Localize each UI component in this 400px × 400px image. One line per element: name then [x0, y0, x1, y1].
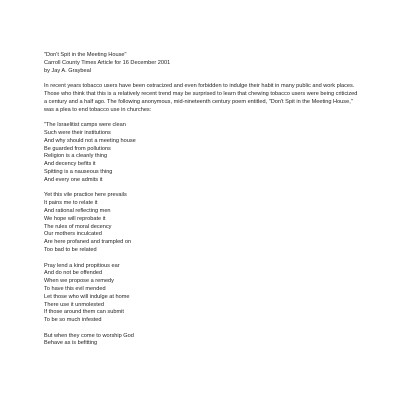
- poem-line: But when they come to worship God: [44, 332, 134, 339]
- poem-line: And why should not a meeting house: [44, 137, 136, 144]
- poem-line: Spitting is a nauseous thing: [44, 168, 113, 175]
- poem-line: Behave as is befitting: [44, 340, 98, 347]
- poem-line: To be so much infested: [44, 317, 102, 324]
- article-header: [44, 52, 364, 75]
- poem-line: And every one admits it: [44, 176, 103, 183]
- poem-line: If those around them can submit: [44, 309, 124, 316]
- poem-line: Yet this vile practice here prevails: [44, 192, 127, 199]
- poem-line: When we propose a remedy: [44, 278, 114, 285]
- article-title: "Don't Spit in the Meeting House": [44, 52, 127, 58]
- poem-line: And do not be offended: [44, 270, 103, 277]
- poem-line: Let those who will indulge at home: [44, 293, 130, 300]
- poem-line: It pains me to relate it: [44, 200, 98, 207]
- poem-line: Pray lend a kind propitious ear: [44, 262, 120, 269]
- poem-line: There use it unmolested: [44, 301, 105, 308]
- poem-stanza-2: [44, 192, 364, 254]
- author-line: by Jay A. Graybeal: [44, 67, 91, 74]
- poem-line: And rational reflecting men: [44, 207, 111, 214]
- poem-line: Religion is a cleanly thing: [44, 153, 108, 160]
- poem-line: Our mothers inculcated: [44, 231, 102, 238]
- poem-stanza-3: [44, 263, 364, 325]
- poem-line: Are here profaned and trampled on: [44, 239, 132, 246]
- publication-line: Carroll County Times Article for 16 December 2001: [44, 59, 171, 66]
- poem-line: And decency befits it: [44, 161, 96, 168]
- article-body: [44, 52, 364, 356]
- poem-line: "The Israelitist camps were clean: [44, 122, 126, 129]
- poem-line: Too bad to be related: [44, 246, 97, 253]
- poem-line: Such were their institutions: [44, 129, 111, 136]
- poem-line: To have this evil mended: [44, 285, 106, 292]
- poem-line: The rules of moral decency: [44, 223, 112, 230]
- poem-stanza-1: [44, 122, 364, 184]
- poem-line: Be guarded from pollutions: [44, 145, 111, 152]
- intro-paragraph: In recent years tobacco users have been ostracized and even forbidden to indulge their habit in many public and work places. Those who think that this is a relatively recent trend may be surprised to learn that chewing tobacco users were being criticized a century and a half ago. The following anonymous, mid-nineteenth century poem entitled, "Don't Spit in the Meeting House," was a plea to end tobacco use in churches:: [44, 83, 358, 113]
- poem-line: We hope will reprobate it: [44, 215, 106, 222]
- poem-stanza-4: [44, 333, 364, 349]
